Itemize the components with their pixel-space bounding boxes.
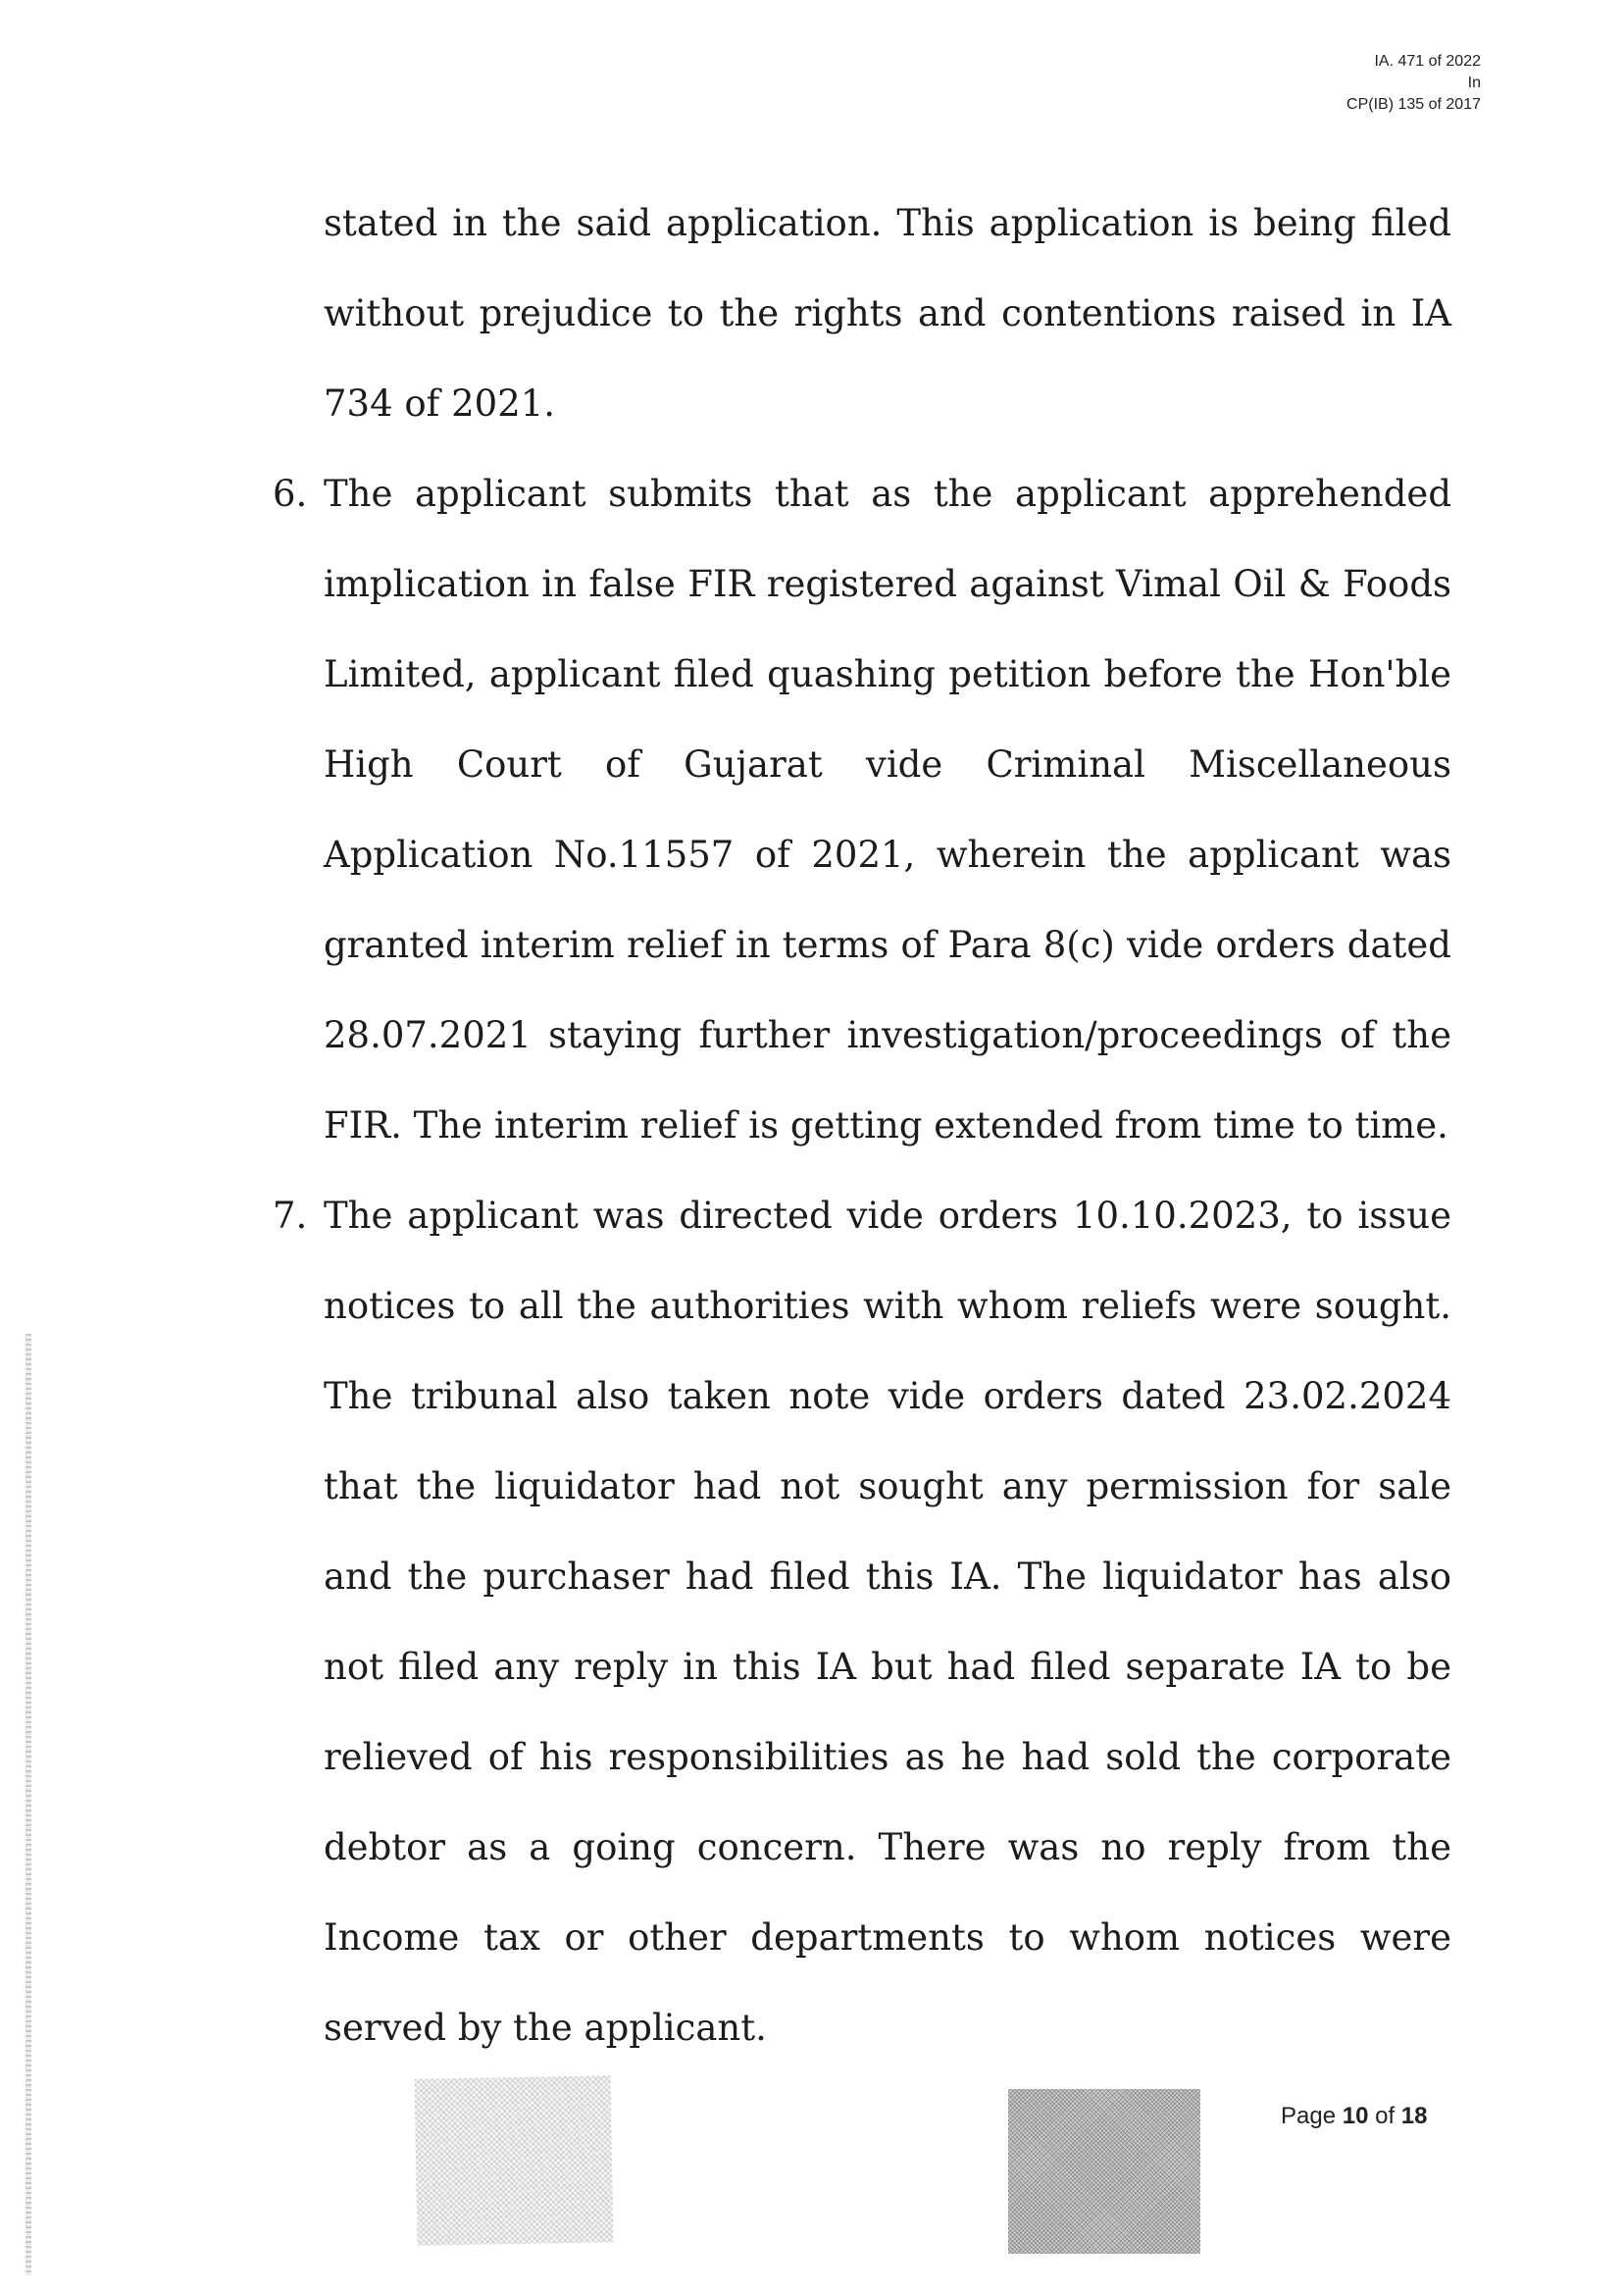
case-number: IA. 471 of 2022 [1374,53,1481,70]
page-total: 18 [1400,2103,1428,2129]
page-word: Page [1281,2103,1337,2129]
scan-edge-artifact [25,1334,31,2275]
numbered-paragraph-6 [273,449,1451,1171]
case-reference-header [1346,51,1481,116]
page-current: 10 [1342,2103,1369,2129]
paragraph-text: The applicant was directed vide orders 10.10.2023, to issue notices to all the authorities with whom reliefs were sought. The tribunal also taken note vide orders dated 23.02.2024 that the liquidator had not sought any permission for sale and the purchaser had filed this IA. The liquidator has also not filed any reply in this IA but had filed separate IA to be relieved of his responsibilities as he had sold the corporate debtor as a going concern. There was no reply from the Income tax or other departments to whom notices were served by the applicant. [324,1195,1451,2049]
paragraph-number: 6. [273,473,308,515]
redacted-stamp-right [1008,2089,1200,2254]
paragraph-text: The applicant submits that as the applicant apprehended implication in false FIR registered against Vimal Oil & Foods Limited, applicant filed quashing petition before the Hon'ble High Court of Gujarat vide Criminal Miscellaneous Application No.11557 of 2021, wherein the applicant was granted interim relief in terms of Para 8(c) vide orders dated 28.07.2021 staying further investigation/proceedings of the FIR. The interim relief is getting extended from time to time. [324,473,1451,1147]
continued-paragraph: stated in the said application. This application is being filed without prejudice to the rights and contentions raised in IA 734 of 2021. [324,202,1451,425]
of-word: of [1375,2103,1396,2129]
redacted-stamp-left [415,2075,614,2245]
case-connector: In [1467,75,1481,91]
paragraph-number: 7. [273,1195,308,1237]
document-body [273,178,1451,2073]
page-number [1281,2103,1428,2130]
numbered-paragraph-7 [273,1171,1451,2073]
parent-case-number: CP(IB) 135 of 2017 [1346,96,1481,113]
